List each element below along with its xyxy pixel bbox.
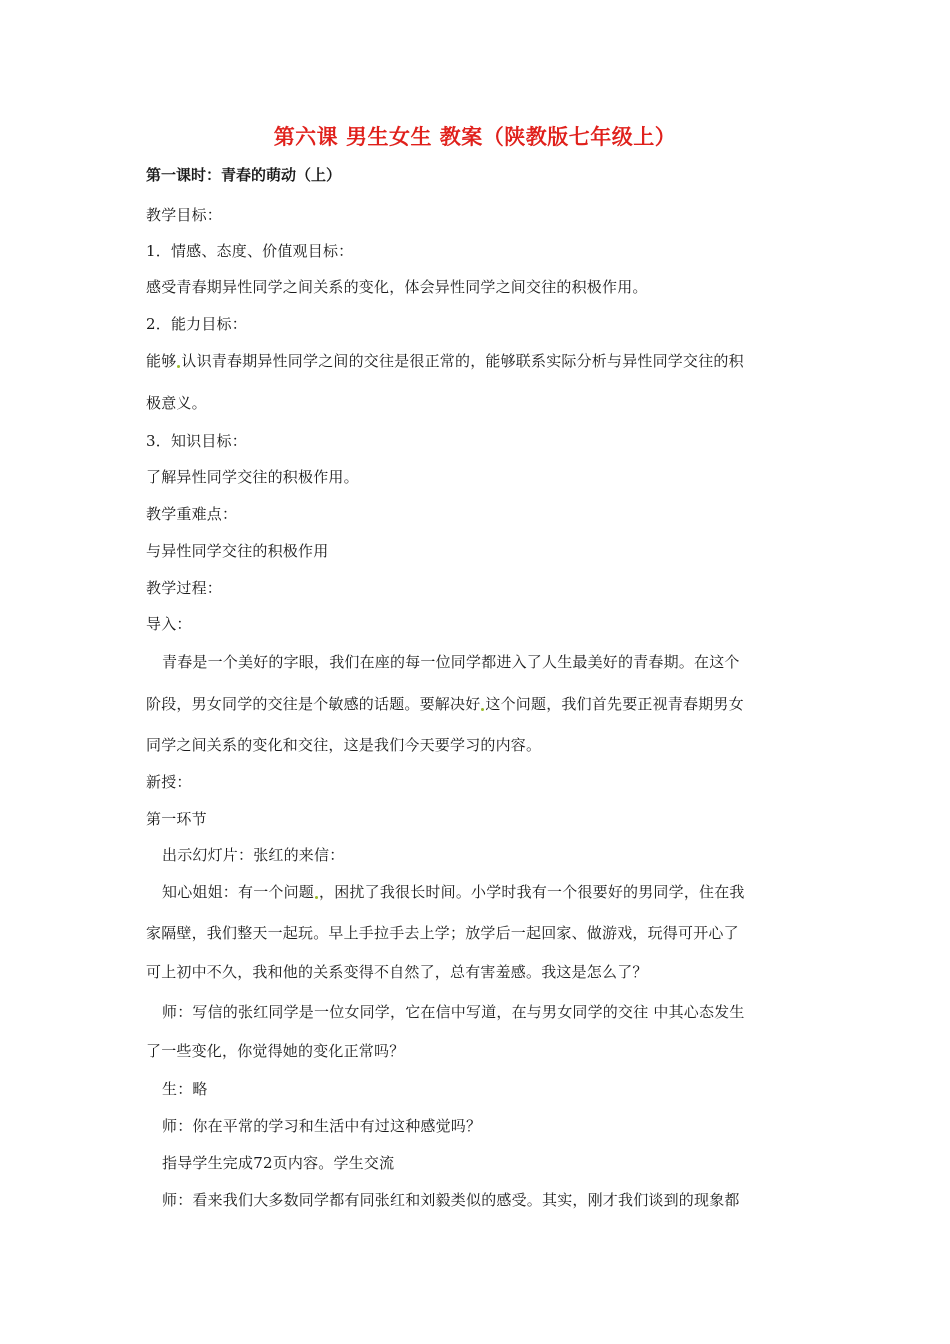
text-fragment: 这个问题，我们首先要正视青春期男女	[485, 695, 744, 713]
text-line: 教学过程：	[146, 579, 223, 597]
text-line: 与异性同学交往的积极作用	[146, 542, 329, 560]
text-line: 导入：	[146, 615, 192, 633]
text-line: 生：略	[162, 1080, 208, 1098]
text-line: 了一些变化，你觉得她的变化正常吗？	[146, 1042, 405, 1060]
text-line	[146, 350, 744, 371]
text-line: 出示幻灯片：张红的来信：	[162, 846, 345, 864]
green-mark-icon	[177, 365, 180, 368]
text-line: 2．能力目标：	[146, 315, 247, 333]
text-line: 青春是一个美好的字眼，我们在座的每一位同学都进入了人生最美好的青春期。在这个	[162, 653, 740, 671]
text-line: 新授：	[146, 773, 192, 791]
text-line: 极意义。	[146, 394, 207, 412]
text-line: 师：你在平常的学习和生活中有过这种感觉吗？	[162, 1117, 482, 1135]
text-line: 1．情感、态度、价值观目标：	[146, 242, 354, 260]
text-line	[146, 693, 744, 714]
text-line: 指导学生完成72页内容。学生交流	[162, 1154, 395, 1172]
text-fragment: 知心姐姐：有一个问题	[162, 883, 315, 901]
text-fragment: 阶段，男女同学的交往是个敏感的话题。要解决好	[146, 695, 481, 713]
text-fragment: ，困扰了我很长时间。小学时我有一个很要好的男同学，住在我	[319, 883, 745, 901]
text-line: 教学重难点：	[146, 505, 238, 523]
text-line: 了解异性同学交往的积极作用。	[146, 468, 359, 486]
green-mark-icon	[315, 896, 318, 899]
text-line: 同学之间关系的变化和交往，这是我们今天要学习的内容。	[146, 736, 542, 754]
text-line	[162, 881, 745, 902]
document-title: 第六课 男生女生 教案（陕教版七年级上）	[273, 125, 677, 149]
text-fragment: 认识青春期异性同学之间的交往是很正常的，能够联系实际分析与异性同学交往的积	[181, 352, 744, 370]
lesson-subtitle: 第一课时：青春的萌动（上）	[146, 166, 342, 184]
text-line: 师：写信的张红同学是一位女同学，它在信中写道，在与男女同学的交往 中其心态发生	[162, 1003, 745, 1021]
text-line: 师：看来我们大多数同学都有同张红和刘毅类似的感受。其实，刚才我们谈到的现象都	[162, 1191, 740, 1209]
text-line: 第一环节	[146, 810, 207, 828]
text-line: 3．知识目标：	[146, 432, 247, 450]
text-line: 教学目标：	[146, 206, 223, 224]
text-line: 可上初中不久，我和他的关系变得不自然了，总有害羞感。我这是怎么了？	[146, 963, 648, 981]
text-line: 家隔壁，我们整天一起玩。早上手拉手去上学；放学后一起回家、做游戏，玩得可开心了	[146, 924, 739, 942]
text-fragment: 能够	[146, 352, 177, 370]
green-mark-icon	[481, 708, 484, 711]
text-line: 感受青春期异性同学之间关系的变化，体会异性同学之间交往的积极作用。	[146, 278, 648, 296]
